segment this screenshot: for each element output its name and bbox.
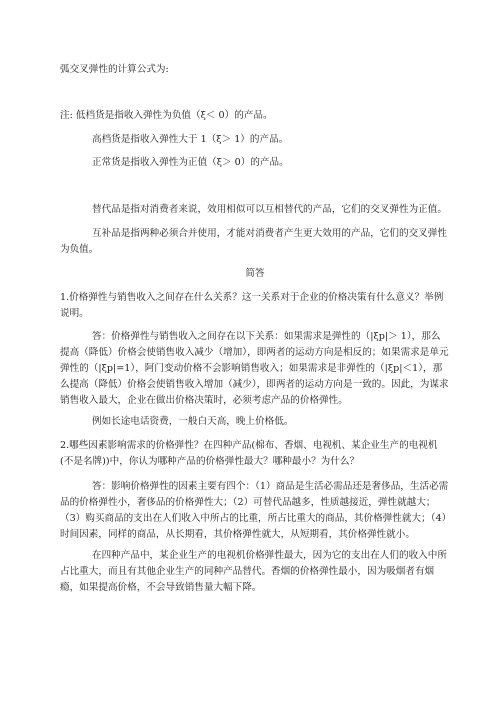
section-title: 简答 bbox=[245, 268, 265, 279]
complement-definition: 互补品是指两种必须合并使用，才能对消费者产生更大效用的产品，它们的交叉弹性为负值。 bbox=[60, 228, 447, 255]
answer-2: 答：影响价格弹性的因素主要有四个：（1）商品是生活必需品还是奢侈品，生活必需品的价格弹性小，奢侈品的价格弹性大；（2）可替代品越多，性质越接近，弹性就越大；（3）购买商品的支出在人们收入中所占的比重，所占比重大的商品，其价格弹性就大；（4）时间因素，同样的商品，从长期看，其价格弹性就大，从短期看，其价格弹性就小。 bbox=[60, 481, 449, 540]
answer-1-example: 例如长途电话资费，一般白天高，晚上价格低。 bbox=[92, 416, 294, 427]
question-2: 2.哪些因素影响需求的价格弹性？在四种产品(棉布、香烟、电视机、某企业生产的电视机(不是名牌))中，你认为哪种产品的价格弹性最大？哪种最小？为什么？ bbox=[60, 440, 438, 467]
note-normal-goods: 正常货是指收入弹性为正值（ξ＞ 0）的产品。 bbox=[92, 157, 289, 168]
answer-2-conclusion: 在四种产品中，某企业生产的电视机价格弹性最大，因为它的支出在人们的收入中所占比重大，而且有其他企业生产的同种产品替代。香烟的价格弹性最小，因为吸烟者有烟瘾，如果提高价格，不会导致销售量大幅下降。 bbox=[60, 550, 447, 593]
question-1: 1.价格弹性与销售收入之间存在什么关系？这一关系对于企业的价格决策有什么意义？举例说明。 bbox=[60, 292, 444, 319]
note-luxury-goods: 高档货是指收入弹性大于 1（ξ＞ 1）的产品。 bbox=[92, 134, 289, 145]
formula-intro: 弧交叉弹性的计算公式为: bbox=[60, 64, 169, 75]
note-inferior-goods: 注: 低档货是指收入弹性为负值（ξ＜ 0）的产品。 bbox=[60, 110, 273, 121]
substitute-definition: 替代品是指对消费者来说，效用相似可以互相替代的产品，它们的交叉弹性为正值。 bbox=[92, 204, 447, 215]
answer-1: 答：价格弹性与销售收入之间存在以下关系：如果需求是弹性的（|ξp|＞ 1），那么提高（降低）价格会使销售收入减少（增加），即两者的运动方向是相反的；如果需求是单元弹性的（|ξp|=1），阿门变动价格不会影响销售收入；如果需求是非弹性的（|ξp|＜1），那么提高（降低）价格会使销售收入增加（减少），即两者的运动方向是一致的。因此，为谋求销售收入最大，企业在做出价格决策时，必须考虑产品的价格弹性。 bbox=[60, 331, 449, 406]
